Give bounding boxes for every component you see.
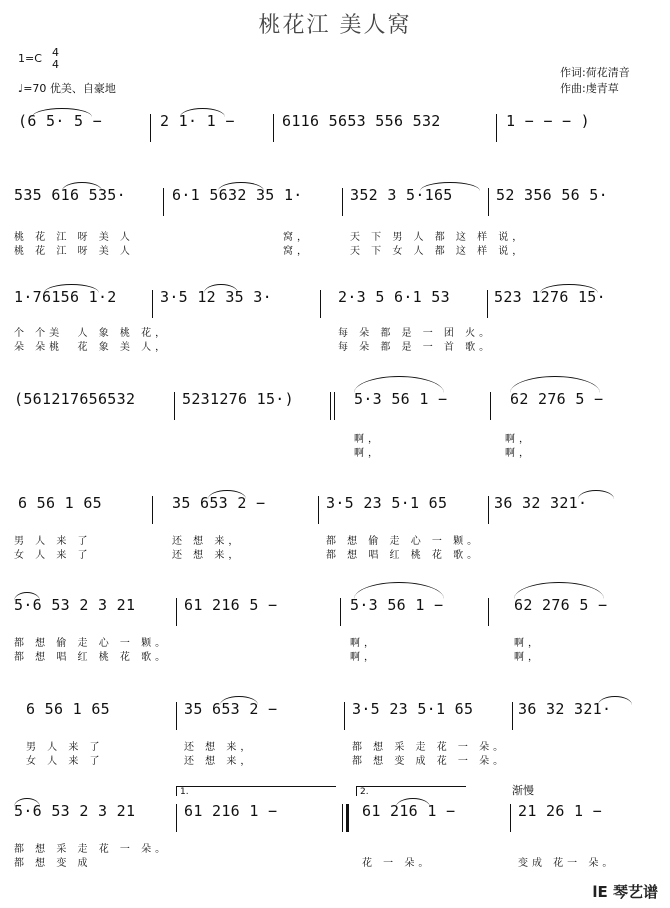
measure: 2 1· 1 − [160,112,235,130]
lyrics-line [0,242,670,256]
lyric-phrase: 都 想 偷 走 心 一 颗。 [326,536,482,547]
lyrics-line [0,854,670,868]
slur [514,582,604,599]
barline [163,188,164,216]
barline [320,290,321,318]
measure: 62 276 5 − [514,596,608,614]
lyric-phrase: 都 想 唱 红 桃 花 歌。 [14,652,170,663]
lyric-phrase: 啊， [354,434,382,445]
measure: 352 3 5·165 [350,186,453,204]
volta-1-label: 1. [180,787,189,797]
barline [150,114,151,142]
slur [598,696,632,705]
lyrics-line [0,444,670,458]
barline [176,702,177,730]
score-row-8 [0,802,670,836]
measure: 5·3 56 1 − [354,390,448,408]
tempo-marking: ♩=70 优美、自豪地 [18,82,116,95]
lyrics-line [0,546,670,560]
page-title: 桃花江 美人窝 [258,13,412,38]
barline [152,290,153,318]
barline [488,188,489,216]
volta-2-bracket [356,786,357,796]
lyric-phrase: 啊， [514,652,542,663]
slur [354,376,444,393]
lyric-phrase: 男 人 来 了 [14,536,92,547]
slur [14,798,40,807]
measure: 1 − − − ) [506,112,590,130]
measure: 5·3 56 1 − [350,596,444,614]
measure: 61 216 1 − [362,802,456,820]
barline [174,392,175,420]
lyric-phrase: 女 人 来 了 [26,756,104,767]
slur [218,182,264,191]
lyric-phrase: 啊， [354,448,382,459]
barline [342,188,343,216]
barline [330,392,331,420]
measure: 3·5 23 5·1 65 [352,700,474,718]
score-row-7 [0,700,670,734]
lyrics-line [0,532,670,546]
lyric-phrase: 还 想 来， [172,550,243,561]
lyric-phrase: 女 人 来 了 [14,550,92,561]
lyric-phrase: 窝， [283,232,311,243]
slur [540,284,598,293]
slur [62,182,102,191]
lyric-phrase: 每 朵 都 是 一 首 歌。 [338,342,494,353]
lyric-phrase: 桃 花 江 呀 美 人 [14,232,134,243]
lyrics-line [0,634,670,648]
measure: 21 26 1 − [518,802,602,820]
slur [420,182,480,191]
lyric-phrase: 都 想 唱 红 桃 花 歌。 [326,550,482,561]
barline [273,114,274,142]
lyric-phrase: 啊， [505,434,533,445]
slur [396,798,430,807]
time-signature [52,47,59,71]
logo-text: 琴艺谱 [612,883,658,901]
barline [176,598,177,626]
barline [512,702,513,730]
lyric-phrase: 啊， [350,638,378,649]
lyric-phrase: 都 想 采 走 花 一 朵。 [14,844,170,855]
measure: 36 32 321· [518,700,612,718]
slur [220,696,258,705]
measure: 61 216 5 − [184,596,278,614]
slur [14,592,40,601]
lyric-phrase: 都 想 偷 走 心 一 颗。 [14,638,170,649]
slur [204,284,238,293]
measure: (6 5· 5 − [18,112,102,130]
lyrics-line [0,430,670,444]
barline [496,114,497,142]
barline [487,290,488,318]
lyric-phrase: 花 一 朵。 [362,858,433,869]
lyric-phrase: 窝， [283,246,311,257]
measure: 62 276 5 − [510,390,604,408]
lyric-phrase: 啊， [514,638,542,649]
score-row-2 [0,186,670,220]
lyric-phrase: 男 人 来 了 [26,742,104,753]
measure: 523 1276 15· [494,288,606,306]
slur [44,284,99,293]
slur [180,108,225,117]
volta-1-bracket [176,786,177,796]
logo-mark: lE [592,883,608,901]
measure: 36 32 321· [494,494,588,512]
lyric-phrase: 天 下 女 人 都 这 样 说， [350,246,527,257]
lyrics-line [0,338,670,352]
measure: 6 56 1 65 [26,700,110,718]
time-signature-bottom: 4 [52,58,59,71]
measure: 5·6 53 2 3 21 [14,596,136,614]
lyrics-line [0,648,670,662]
lyric-phrase: 啊， [505,448,533,459]
slur [32,108,92,117]
volta-2-label: 2. [360,787,369,797]
barline [318,496,319,524]
lyrics-line [0,228,670,242]
barline [488,496,489,524]
lyrics-line [0,324,670,338]
score-row-5 [0,494,670,528]
measure: 6116 5653 556 532 [282,112,441,130]
barline [334,392,335,420]
measure: 3·5 12 35 3· [160,288,272,306]
barline [346,804,349,832]
measure: 52 356 56 5· [496,186,608,204]
barline [342,804,343,832]
measure: (561217656532 [14,390,136,408]
lyric-phrase: 天 下 男 人 都 这 样 说， [350,232,527,243]
score-row-3 [0,288,670,322]
lyric-phrase: 个 个美 人 象 桃 花， [14,328,170,339]
measure: 2·3 5 6·1 53 [338,288,450,306]
slur [354,582,444,599]
measure: 6 56 1 65 [18,494,102,512]
key-signature: 1=C [18,52,42,65]
measure: 5231276 15·) [182,390,294,408]
lyric-phrase: 都 想 采 走 花 一 朵。 [352,742,508,753]
lyric-phrase: 都 想 变 成 花 一 朵。 [352,756,508,767]
lyric-phrase: 还 想 来， [184,756,255,767]
score-row-4 [0,390,670,424]
measure: 3·5 23 5·1 65 [326,494,448,512]
volta-2-line [356,786,466,787]
barline [344,702,345,730]
measure: 35 653 2 − [172,494,266,512]
measure: 535 616 535· [14,186,126,204]
watermark-logo [592,881,658,902]
barline [510,804,511,832]
lyric-phrase: 都 想 变 成 [14,858,92,869]
measure: 6·1 5632 35 1· [172,186,303,204]
lyrics-line [0,840,670,854]
time-signature-top: 4 [52,46,59,59]
barline [176,804,177,832]
barline [152,496,153,524]
measure: 1·76156 1·2 [14,288,117,306]
slur [578,490,614,499]
measure: 61 216 1 − [184,802,278,820]
slur [510,376,600,393]
lyric-phrase: 啊， [350,652,378,663]
measure: 35 653 2 − [184,700,278,718]
composer-credit: 作曲:虔青草 [560,82,619,95]
lyric-phrase: 桃 花 江 呀 美 人 [14,246,134,257]
volta-1-line [176,786,336,787]
lyrics-line [0,752,670,766]
score-row-6 [0,596,670,630]
lyric-phrase: 还 想 来， [184,742,255,753]
lyricist-credit: 作词:荷花清音 [560,66,630,79]
lyric-phrase: 每 朵 都 是 一 团 火。 [338,328,494,339]
slur [208,490,246,499]
lyrics-line [0,738,670,752]
barline [490,392,491,420]
ritardando-marking: 渐慢 [512,784,534,797]
measure: 5·6 53 2 3 21 [14,802,136,820]
barline [340,598,341,626]
score-row-1 [0,112,670,146]
lyric-phrase: 还 想 来， [172,536,243,547]
lyric-phrase: 变成 花一 朵。 [518,858,617,869]
barline [488,598,489,626]
lyric-phrase: 朵 朵桃 花 象 美 人， [14,342,170,353]
